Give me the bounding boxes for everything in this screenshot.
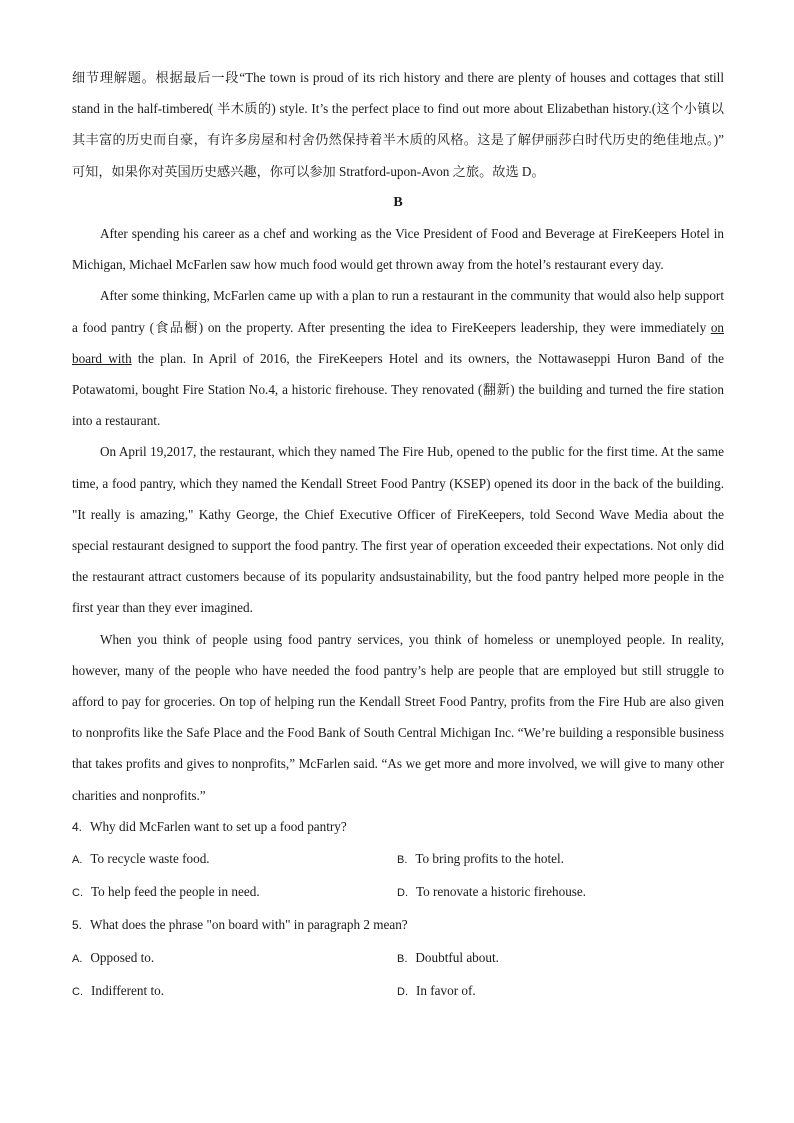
question-stem: [72, 811, 724, 843]
option-c: [72, 876, 397, 909]
option-letter: A.: [72, 952, 83, 965]
option-text: To recycle waste food.: [90, 851, 210, 867]
passage-paragraph-3: On April 19,2017, the restaurant, which they named The Fire Hub, opened to the public for the first time. At the same time, a food pantry, which they named the Kendall Street Food Pantry (KSEP) opened its door in the back of the building. "It really is amazing," Kathy George, the Chief Executive Officer of FireKeepers, told Second Wave Media about the special restaurant designed to support the food pantry. The first year of operation exceeded their expectations. Not only did the restaurant attract customers because of its popularity andsustainability, but the food pantry helped more people in the first year than they ever imagined.: [72, 444, 724, 616]
passage-paragraph-4: When you think of people using food pantry services, you think of homeless or unemployed people. In reality, however, many of the people who have needed the food pantry’s help are people that are employed but still struggle to afford to pay for groceries. On top of helping run the Kendall Street Food Pantry, profits from the Fire Hub are also given to nonprofits like the Safe Place and the Food Bank of South Central Michigan Inc. “We’re building a responsible business that takes profits and gives to nonprofits,” McFarlen said. “As we get more and more involved, we will give to many other charities and nonprofits.”: [72, 631, 724, 803]
question-stem: [72, 909, 724, 941]
option-text: To help feed the people in need.: [91, 884, 260, 900]
question-number: 5.: [72, 918, 83, 933]
option-d: [397, 876, 724, 909]
answer-explanation: 细节理解题。根据最后一段“The town is proud of its rich history and there are plenty of houses and cottages that still stand in the half-timbered( 半木质的) style. It’s the perfect place to find out more about Elizabethan history.(这个小镇以其丰富的历史而自豪，有许多房屋和村舍仍然保持着半木质的风格。这是了解伊丽莎白时代历史的绝佳地点。)” 可知，如果你对英国历史感兴趣，你可以参加 Stratford-upon-Avon 之旅。故选 D。: [72, 70, 724, 179]
option-letter: C.: [72, 887, 83, 900]
option-a: [72, 843, 397, 876]
option-c: [72, 975, 397, 1008]
option-letter: B.: [397, 952, 408, 965]
option-letter: A.: [72, 854, 83, 867]
passage-paragraph-2: [72, 280, 724, 436]
option-b: [397, 942, 724, 975]
document-page: [72, 62, 724, 1008]
option-text: To bring profits to the hotel.: [415, 851, 564, 867]
option-a: [72, 942, 397, 975]
option-text: In favor of.: [416, 982, 476, 998]
question-options: [72, 942, 724, 1008]
paragraph-2-text-start: After some thinking, McFarlen came up with a plan to run a restaurant in the community that would also help support a food pantry (食品橱) on the property. After presenting the idea to FireKeepers leadership, they were immediately: [72, 288, 724, 335]
question-5: [72, 909, 724, 1008]
option-text: Indifferent to.: [91, 982, 164, 998]
option-d: [397, 975, 724, 1008]
paragraph-2-text-end: the plan. In April of 2016, the FireKeepers Hotel and its owners, the Nottawaseppi Huron Band of the Potawatomi, bought Fire Station No.4, a historic firehouse. They renovated (翻新) the building and turned the fire station into a restaurant.: [72, 350, 724, 429]
option-letter: C.: [72, 985, 83, 998]
question-text: Why did McFarlen want to set up a food pantry?: [90, 818, 347, 834]
option-b: [397, 843, 724, 876]
option-text: Doubtful about.: [415, 949, 499, 965]
option-letter: D.: [397, 887, 408, 900]
section-heading: B: [393, 194, 403, 210]
question-options: [72, 843, 724, 909]
underlined-phrase: on board with: [72, 319, 724, 366]
question-text: What does the phrase "on board with" in paragraph 2 mean?: [90, 917, 408, 933]
option-text: Opposed to.: [90, 949, 155, 965]
passage-paragraph-1: After spending his career as a chef and working as the Vice President of Food and Beverage at FireKeepers Hotel in Michigan, Michael McFarlen saw how much food would get thrown away from the hotel’s restaurant every day.: [72, 226, 724, 273]
option-letter: B.: [397, 854, 408, 867]
question-4: [72, 811, 724, 910]
option-letter: D.: [397, 985, 408, 998]
question-number: 4.: [72, 819, 83, 834]
option-text: To renovate a historic firehouse.: [416, 884, 587, 900]
